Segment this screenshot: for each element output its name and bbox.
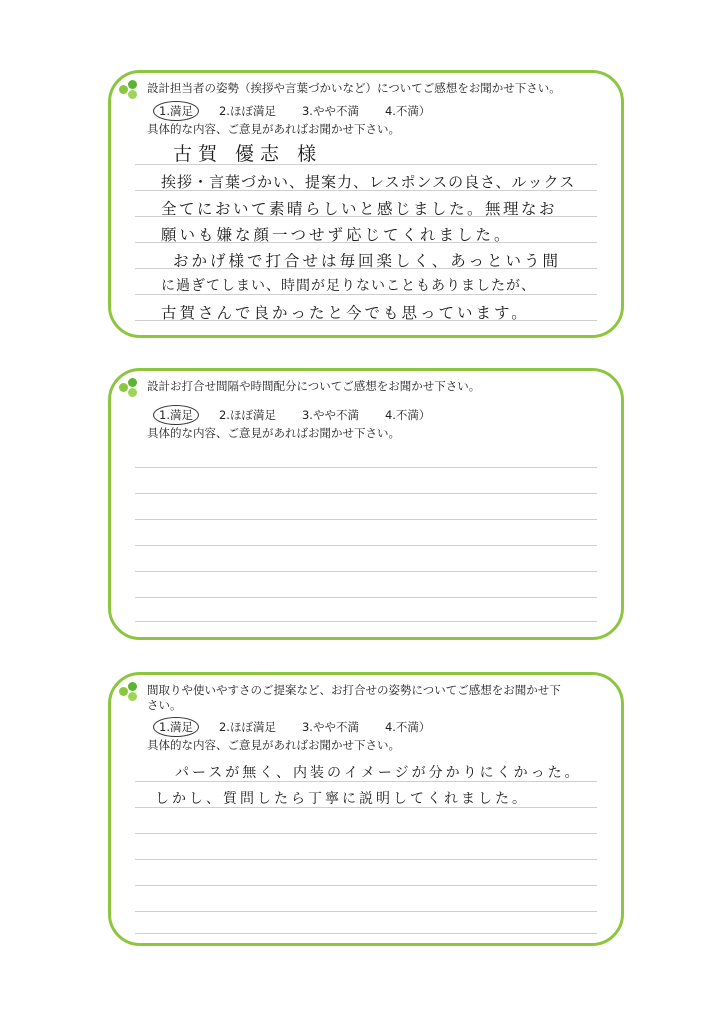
answer-rule [135, 859, 597, 860]
comment-prompt: 具体的な内容、ご意見があればお聞かせ下さい。 [147, 122, 400, 136]
rating-options [159, 103, 430, 119]
leaf-logo-icon [119, 378, 143, 400]
option-mostly-satisfied[interactable]: 2.ほぼ満足 [218, 720, 276, 734]
handwritten-line: 古賀さんで良かったと今でも思っています。 [161, 304, 530, 322]
option-satisfied[interactable]: 1.満足 [159, 104, 193, 118]
leaf-logo-icon [119, 682, 143, 704]
answer-rule [135, 545, 597, 546]
option-somewhat-dissatisfied[interactable]: 3.やや不満 [301, 104, 359, 118]
option-satisfied[interactable]: 1.満足 [159, 408, 193, 422]
option-satisfied[interactable]: 1.満足 [159, 720, 193, 734]
question-text: 設計お打合せ間隔や時間配分についてご感想をお聞かせ下さい。 [147, 379, 481, 393]
answer-rule [135, 933, 597, 934]
comment-prompt: 具体的な内容、ご意見があればお聞かせ下さい。 [147, 738, 400, 752]
option-dissatisfied[interactable]: 4.不満） [384, 720, 431, 734]
answer-rule [135, 911, 597, 912]
rating-options [159, 719, 430, 735]
handwritten-line: に過ぎてしまい、時間が足りないこともありましたが、 [161, 278, 536, 294]
question-text: 間取りや使いやすさのご提案など、お打合せの姿勢についてご感想をお聞かせ下さい。 [147, 683, 561, 712]
survey-card-2 [108, 368, 624, 640]
answer-rule [135, 885, 597, 886]
handwritten-line: 願いも嫌な顔一つせず応じてくれました。 [161, 226, 513, 244]
handwritten-line: パースが無く、内装のイメージが分かりにくかった。 [175, 765, 582, 781]
answer-rule [135, 493, 597, 494]
survey-card-1 [108, 70, 624, 338]
comment-prompt: 具体的な内容、ご意見があればお聞かせ下さい。 [147, 426, 400, 440]
option-somewhat-dissatisfied[interactable]: 3.やや不満 [301, 720, 359, 734]
question-text: 設計担当者の姿勢（挨拶や言葉づかいなど）についてご感想をお聞かせ下さい。 [147, 81, 561, 95]
answer-rule [135, 597, 597, 598]
option-dissatisfied[interactable]: 4.不満） [384, 104, 431, 118]
handwritten-line: 古賀 優志 様 [173, 143, 323, 165]
survey-card-3 [108, 672, 624, 946]
handwritten-line: しかし、質問したら丁寧に説明してくれました。 [155, 791, 529, 807]
option-dissatisfied[interactable]: 4.不満） [384, 408, 431, 422]
answer-rule [135, 833, 597, 834]
leaf-logo-icon [119, 80, 143, 102]
handwritten-line: 挨拶・言葉づかい、提案力、レスポンスの良さ、ルックス [161, 173, 576, 191]
answer-rule [135, 519, 597, 520]
option-mostly-satisfied[interactable]: 2.ほぼ満足 [218, 104, 276, 118]
option-mostly-satisfied[interactable]: 2.ほぼ満足 [218, 408, 276, 422]
rating-options [159, 407, 430, 423]
answer-rule [135, 621, 597, 622]
answer-rule [135, 571, 597, 572]
answer-rule [135, 467, 597, 468]
handwritten-line: おかげ様で打合せは毎回楽しく、あっという間 [173, 252, 562, 270]
option-somewhat-dissatisfied[interactable]: 3.やや不満 [301, 408, 359, 422]
handwritten-line: 全てにおいて素晴らしいと感じました。無理なお [161, 200, 558, 218]
